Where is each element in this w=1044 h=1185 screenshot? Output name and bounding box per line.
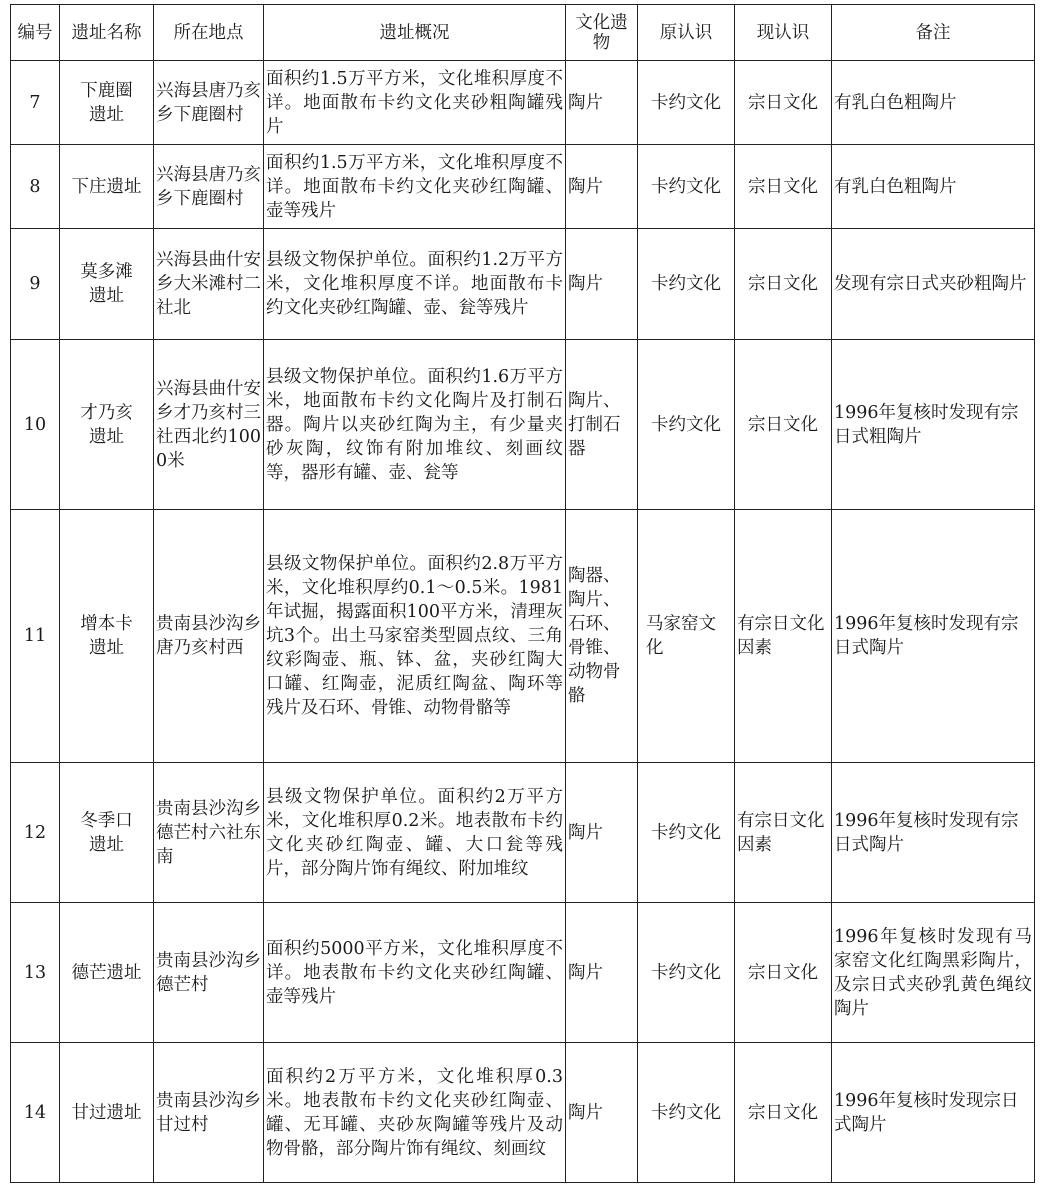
header-number: 编号: [11, 5, 60, 61]
site-note: 1996年复核时发现有马家窑文化红陶黑彩陶片，及宗日式夹砂乳黄色绳纹陶片: [832, 903, 1035, 1043]
site-number: 11: [11, 510, 60, 763]
table-row: [11, 229, 1035, 340]
site-name: 下庄遗址: [60, 145, 154, 229]
site-note: 发现有宗日式夹砂粗陶片: [832, 229, 1035, 340]
site-relics: 陶片: [566, 1043, 638, 1183]
site-note: 1996年复核时发现宗日式陶片: [832, 1043, 1035, 1183]
site-current-view: 有宗日文化因素: [735, 510, 832, 763]
site-number: 10: [11, 340, 60, 510]
site-overview: 面积约1.5万平方米，文化堆积厚度不详。地面散布卡约文化夹砂粗陶罐残片: [264, 61, 566, 145]
header-relics: 文化遗物: [566, 5, 638, 61]
site-note: 1996年复核时发现有宗日式陶片: [832, 510, 1035, 763]
site-location: 兴海县曲什安乡才乃亥村三社西北约1000米: [154, 340, 264, 510]
site-name: 增本卡遗址: [60, 510, 154, 763]
site-location: 贵南县沙沟乡甘过村: [154, 1043, 264, 1183]
site-name: 才乃亥遗址: [60, 340, 154, 510]
header-location: 所在地点: [154, 5, 264, 61]
site-name: 莫多滩遗址: [60, 229, 154, 340]
site-original-view: 马家窑文化: [638, 510, 735, 763]
site-name: 甘过遗址: [60, 1043, 154, 1183]
site-number: 12: [11, 763, 60, 903]
site-relics: 陶片: [566, 763, 638, 903]
site-current-view: 有宗日文化因素: [735, 763, 832, 903]
table-row: [11, 763, 1035, 903]
table-row: [11, 61, 1035, 145]
table-row: [11, 340, 1035, 510]
header-original-view: 原认识: [638, 5, 735, 61]
site-location: 兴海县曲什安乡大米滩村二社北: [154, 229, 264, 340]
site-note: 有乳白色粗陶片: [832, 61, 1035, 145]
site-current-view: 宗日文化: [735, 145, 832, 229]
site-current-view: 宗日文化: [735, 229, 832, 340]
site-location: 贵南县沙沟乡德芒村六社东南: [154, 763, 264, 903]
header-note: 备注: [832, 5, 1035, 61]
site-name: 德芒遗址: [60, 903, 154, 1043]
header-row: [11, 5, 1035, 61]
site-original-view: 卡约文化: [638, 61, 735, 145]
site-relics: 陶器、陶片、石环、骨锥、动物骨骼: [566, 510, 638, 763]
site-original-view: 卡约文化: [638, 1043, 735, 1183]
site-overview: 县级文物保护单位。面积约1.2万平方米，文化堆积厚度不详。地面散布卡约文化夹砂红陶罐、壶、瓮等残片: [264, 229, 566, 340]
header-site-name: 遗址名称: [60, 5, 154, 61]
site-note: 有乳白色粗陶片: [832, 145, 1035, 229]
header-overview: 遗址概况: [264, 5, 566, 61]
site-overview: 县级文物保护单位。面积约1.6万平方米，地面散布卡约文化陶片及打制石器。陶片以夹砂红陶为主，有少量夹砂灰陶，纹饰有附加堆纹、刻画纹等，器形有罐、壶、瓮等: [264, 340, 566, 510]
site-current-view: 宗日文化: [735, 61, 832, 145]
site-overview: 面积约5000平方米，文化堆积厚度不详。地表散布卡约文化夹砂红陶罐、壶等残片: [264, 903, 566, 1043]
site-name: 下鹿圈遗址: [60, 61, 154, 145]
site-location: 兴海县唐乃亥乡下鹿圈村: [154, 145, 264, 229]
site-current-view: 宗日文化: [735, 340, 832, 510]
site-relics: 陶片: [566, 229, 638, 340]
site-relics: 陶片、打制石器: [566, 340, 638, 510]
site-number: 9: [11, 229, 60, 340]
site-original-view: 卡约文化: [638, 229, 735, 340]
site-note: 1996年复核时发现有宗日式陶片: [832, 763, 1035, 903]
site-original-view: 卡约文化: [638, 903, 735, 1043]
site-overview: 县级文物保护单位。面积约2万平方米，文化堆积厚0.2米。地表散布卡约文化夹砂红陶壶、罐、大口瓮等残片，部分陶片饰有绳纹、附加堆纹: [264, 763, 566, 903]
table-row: [11, 145, 1035, 229]
sites-table: [10, 4, 1035, 1183]
site-relics: 陶片: [566, 903, 638, 1043]
site-original-view: 卡约文化: [638, 145, 735, 229]
table-row: [11, 903, 1035, 1043]
site-current-view: 宗日文化: [735, 903, 832, 1043]
site-location: 兴海县唐乃亥乡下鹿圈村: [154, 61, 264, 145]
header-current-view: 现认识: [735, 5, 832, 61]
site-number: 8: [11, 145, 60, 229]
site-overview: 面积约1.5万平方米，文化堆积厚度不详。地面散布卡约文化夹砂红陶罐、壶等残片: [264, 145, 566, 229]
table-row: [11, 1043, 1035, 1183]
site-number: 7: [11, 61, 60, 145]
site-original-view: 卡约文化: [638, 763, 735, 903]
site-number: 13: [11, 903, 60, 1043]
site-current-view: 宗日文化: [735, 1043, 832, 1183]
site-name: 冬季口遗址: [60, 763, 154, 903]
site-relics: 陶片: [566, 61, 638, 145]
site-relics: 陶片: [566, 145, 638, 229]
site-note: 1996年复核时发现有宗日式粗陶片: [832, 340, 1035, 510]
site-number: 14: [11, 1043, 60, 1183]
site-location: 贵南县沙沟乡唐乃亥村西: [154, 510, 264, 763]
site-location: 贵南县沙沟乡德芒村: [154, 903, 264, 1043]
site-overview: 县级文物保护单位。面积约2.8万平方米，文化堆积厚约0.1～0.5米。1981年试掘，揭露面积100平方米，清理灰坑3个。出土马家窑类型圆点纹、三角纹彩陶壶、瓶、钵、盆，夹砂红陶大口罐、红陶壶，泥质红陶盆、陶环等残片及石环、骨锥、动物骨骼等: [264, 510, 566, 763]
table-row: [11, 510, 1035, 763]
site-original-view: 卡约文化: [638, 340, 735, 510]
site-overview: 面积约2万平方米，文化堆积厚0.3米。地表散布卡约文化夹砂红陶壶、罐、无耳罐、夹砂灰陶罐等残片及动物骨骼，部分陶片饰有绳纹、刻画纹: [264, 1043, 566, 1183]
